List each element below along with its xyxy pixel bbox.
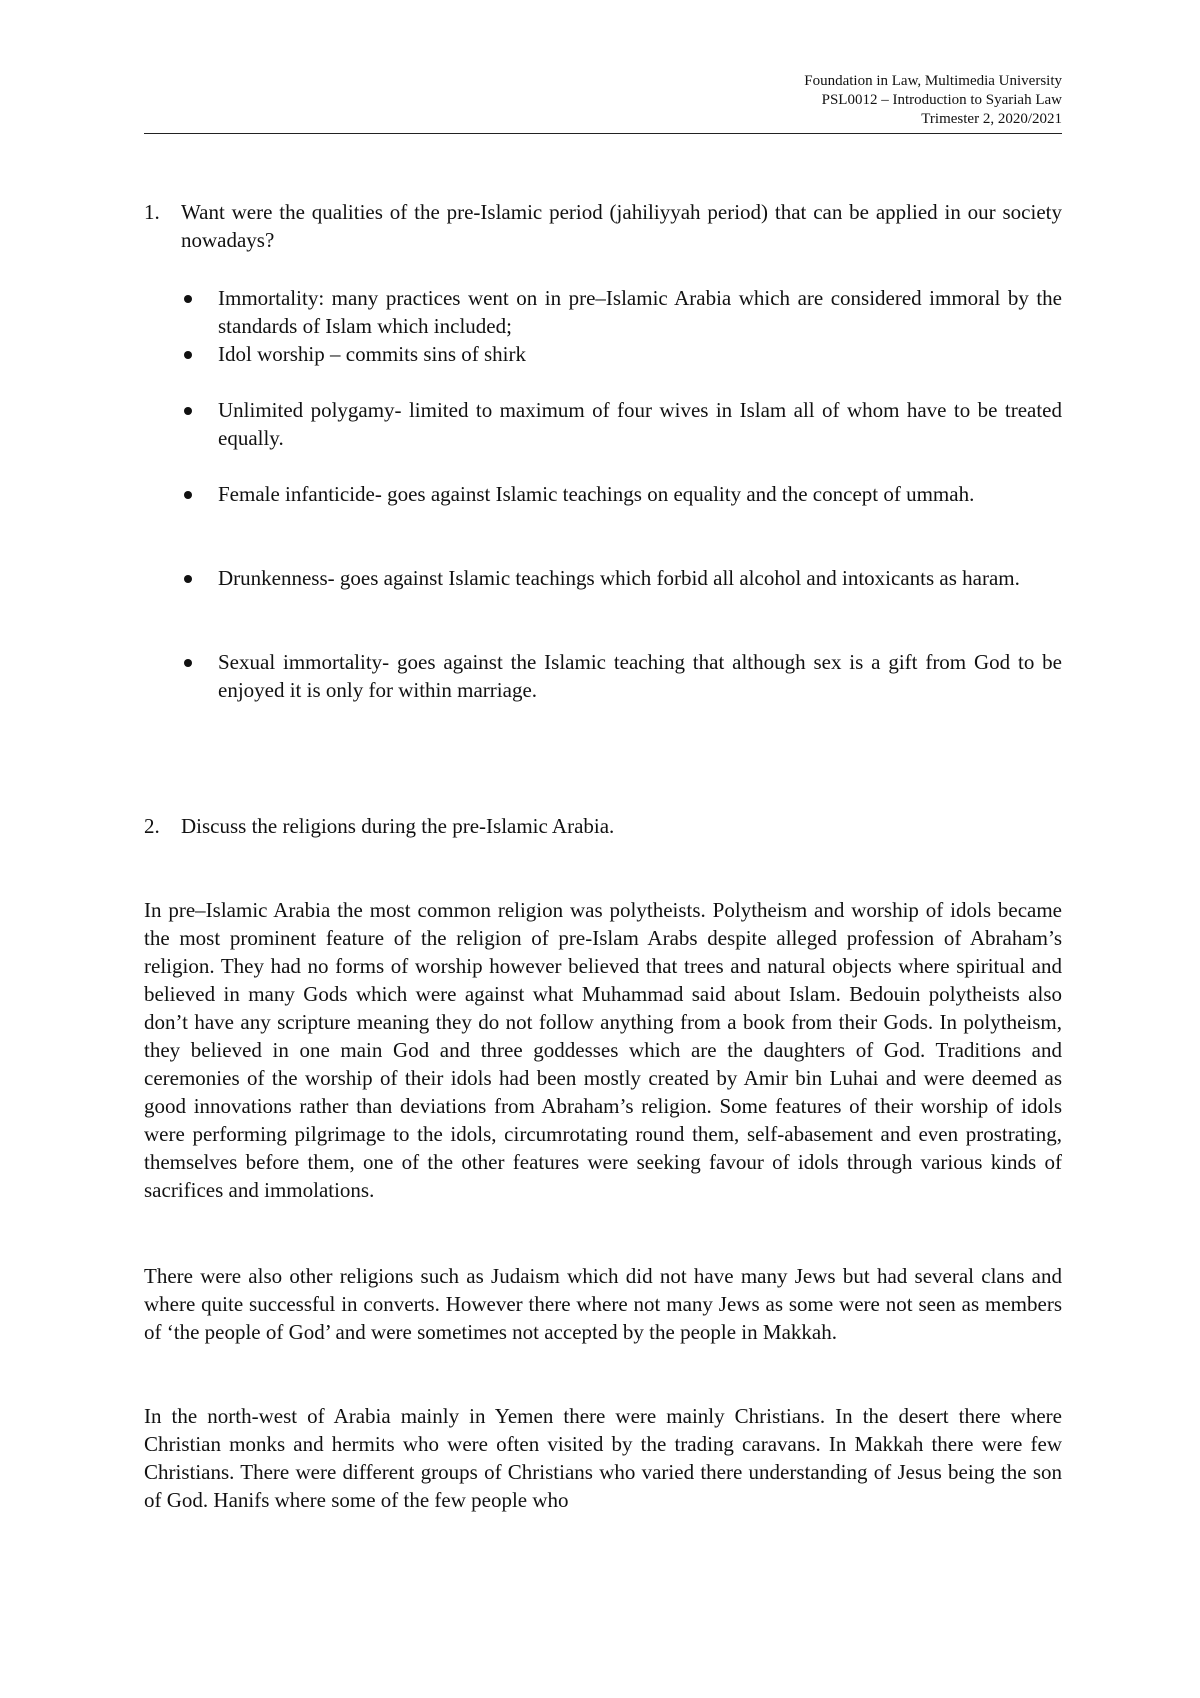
- bullet-item: [181, 284, 1062, 340]
- paragraph-polytheism: In pre–Islamic Arabia the most common religion was polytheists. Polytheism and worship of idols became the most prominent feature of the religion of pre-Islam Arabs despite alleged profession of Abraham’s religion. They had no forms of worship however believed that trees and natural objects where spiritual and believed in many Gods which were against what Muhammad said about Islam. Bedouin polytheists also don’t have any scripture meaning they do not follow anything from a book from their Gods. In polytheism, they believed in one main God and three goddesses which are the daughters of God. Traditions and ceremonies of the worship of their idols had been mostly created by Amir bin Luhai and were deemed as good innovations rather than deviations from Abraham’s religion. Some features of their worship of idols were performing pilgrimage to the idols, circumrotating round them, self-abasement and even prostrating, themselves before them, one of the other features were seeking favour of idols through various kinds of sacrifices and immolations.: [144, 898, 1062, 1202]
- bullet-item: [181, 340, 1062, 368]
- bullet-item: [181, 480, 1062, 508]
- question-2-text: Discuss the religions during the pre-Islamic Arabia.: [181, 814, 615, 838]
- bullet-text: Unlimited polygamy- limited to maximum of four wives in Islam all of whom have to be treated equally.: [218, 398, 1062, 450]
- header-institution: Foundation in Law, Multimedia University: [804, 73, 1062, 89]
- bullet-item: [181, 564, 1062, 592]
- paragraph-judaism: There were also other religions such as Judaism which did not have many Jews but had several clans and where quite successful in converts. However there where not many Jews as some were not seen as members of ‘the people of God’ and were sometimes not accepted by the people in Makkah.: [144, 1264, 1062, 1344]
- question-1-text: Want were the qualities of the pre-Islamic period (jahiliyyah period) that can be applied in our society nowadays?: [181, 200, 1062, 252]
- bullet-text: Immortality: many practices went on in pre–Islamic Arabia which are considered immoral by the standards of Islam which included;: [218, 286, 1062, 338]
- question-1-number: 1.: [144, 200, 160, 224]
- header-course: PSL0012 – Introduction to Syariah Law: [821, 92, 1062, 108]
- bullet-text: Idol worship – commits sins of shirk: [218, 342, 526, 366]
- paragraph-christianity: In the north-west of Arabia mainly in Yemen there were mainly Christians. In the desert there where Christian monks and hermits who were often visited by the trading caravans. In Makkah there were few Christians. There were different groups of Christians who varied there understanding of Jesus being the son of God. Hanifs where some of the few people who: [144, 1404, 1062, 1512]
- bullet-text: Sexual immortality- goes against the Islamic teaching that although sex is a gift from God to be enjoyed it is only for within marriage.: [218, 650, 1062, 702]
- bullet-dot-icon: [184, 295, 192, 303]
- bullet-text: Drunkenness- goes against Islamic teachings which forbid all alcohol and intoxicants as haram.: [218, 566, 1020, 590]
- bullet-dot-icon: [184, 575, 192, 583]
- bullet-dot-icon: [184, 659, 192, 667]
- bullet-dot-icon: [184, 407, 192, 415]
- question-2: [144, 812, 1062, 840]
- bullet-text: Female infanticide- goes against Islamic teachings on equality and the concept of ummah.: [218, 482, 975, 506]
- question-1: [144, 198, 1062, 254]
- bullet-item: [181, 396, 1062, 452]
- bullet-dot-icon: [184, 491, 192, 499]
- header-term: Trimester 2, 2020/2021: [921, 111, 1062, 127]
- question-2-number: 2.: [144, 814, 160, 838]
- bullet-dot-icon: [184, 351, 192, 359]
- page-header: [144, 72, 1062, 134]
- bullet-item: [181, 648, 1062, 704]
